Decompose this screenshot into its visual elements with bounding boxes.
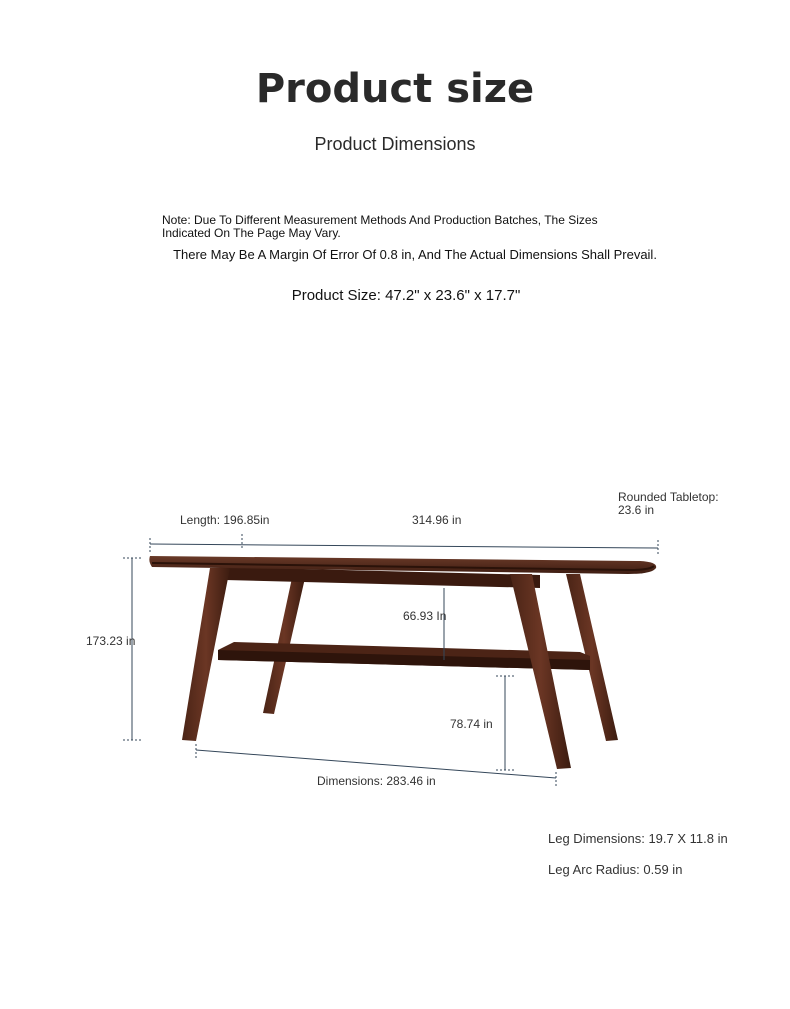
length-label: Length: 196.85in <box>180 513 270 527</box>
shelf-height-label: 78.74 in <box>450 717 493 731</box>
leg-arc-radius-label: Leg Arc Radius: 0.59 in <box>548 862 683 877</box>
measurement-note: Note: Due To Different Measurement Methods And Production Batches, The Sizes Indicated On The Page May Vary. <box>162 213 598 240</box>
product-size-summary: Product Size: 47.2" x 23.6" x 17.7" <box>291 287 521 304</box>
bottom-dimension-label: Dimensions: 283.46 in <box>317 774 436 788</box>
page-subtitle: Product Dimensions <box>314 134 476 154</box>
shelf-gap-label: 66.93 In <box>403 609 447 623</box>
rounded-tabletop-label: Rounded Tabletop: 23.6 in <box>618 490 719 517</box>
page-title: Product size <box>255 66 535 112</box>
height-label: 173.23 in <box>86 634 136 648</box>
front-right-leg <box>510 574 571 769</box>
error-margin-note: There May Be A Margin Of Error Of 0.8 in, And The Actual Dimensions Shall Prevail. <box>173 247 657 262</box>
leg-dimensions-label: Leg Dimensions: 19.7 X 11.8 in <box>548 831 728 846</box>
top-width-label: 314.96 in <box>412 513 462 527</box>
